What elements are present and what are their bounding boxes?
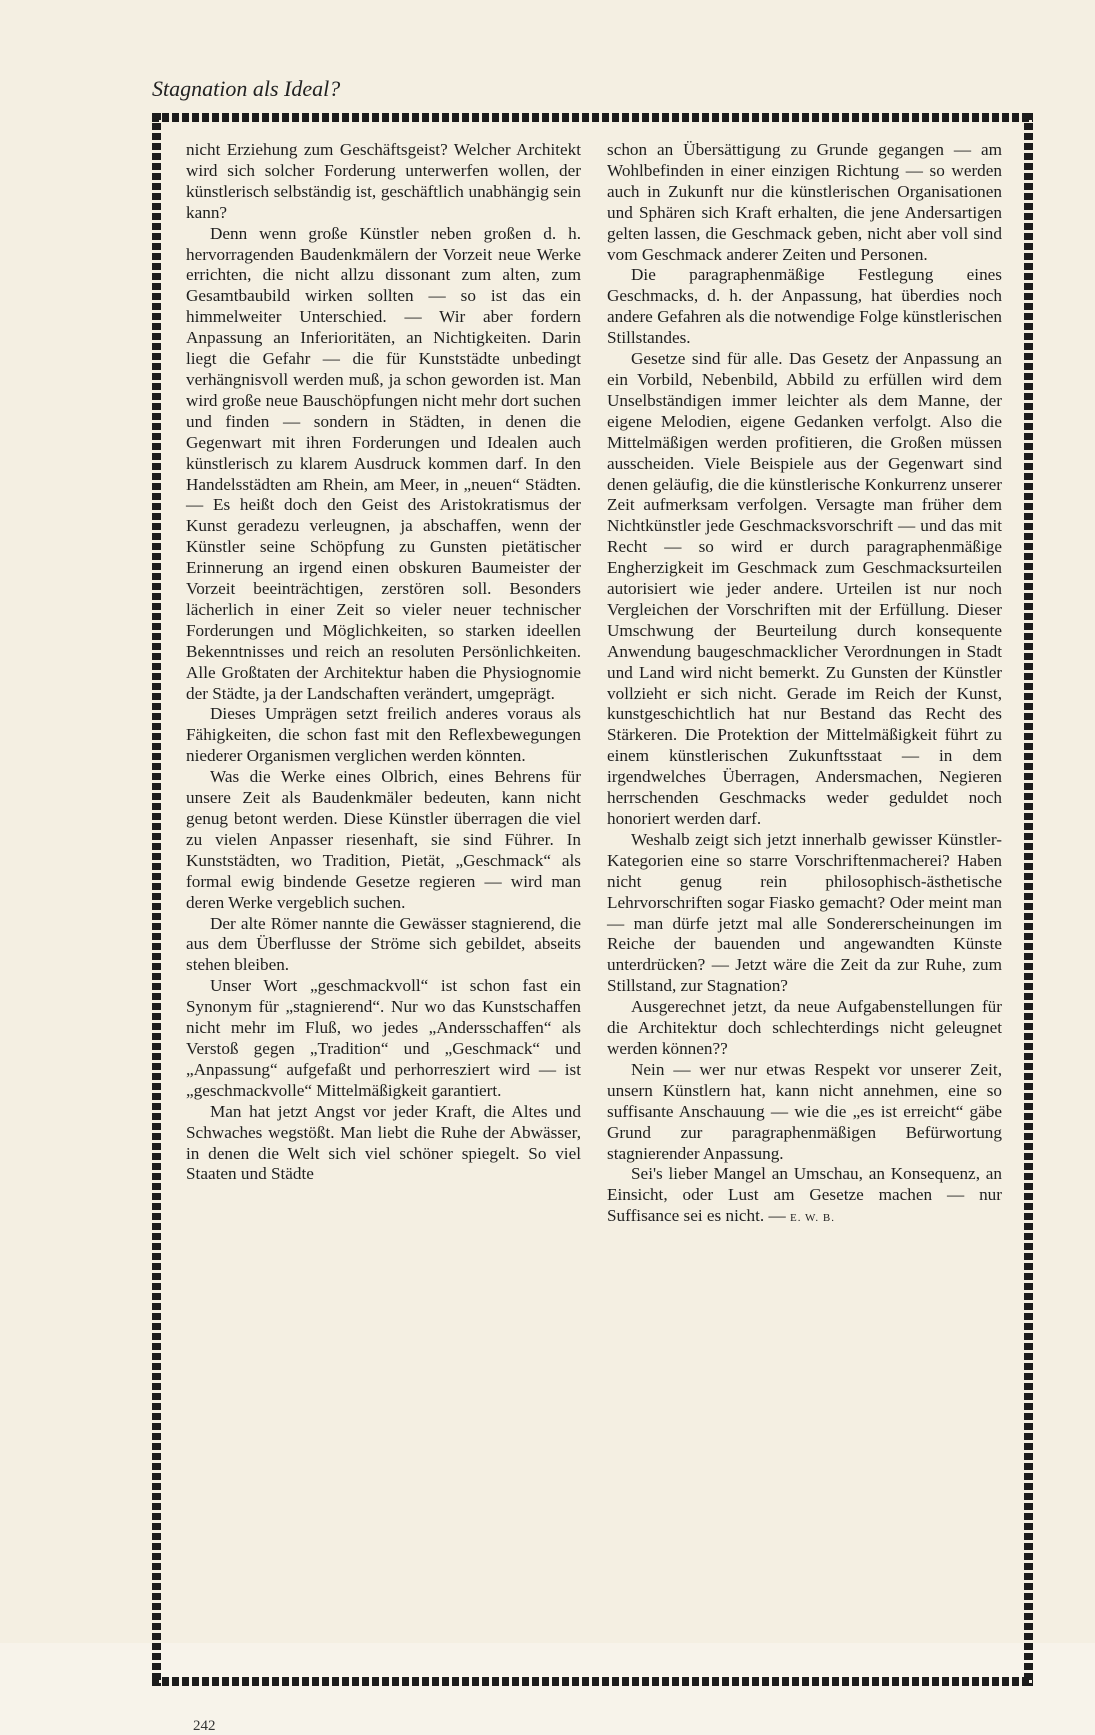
- paragraph: Gesetze sind für alle. Das Gesetz der Anpassung an ein Vorbild, Nebenbild, Abbild zu erfüllen wird dem Unselbständigen immer leichter als dem Manne, der eigene Melodien, eigene Gedanken verfolgt. Also die Mittelmäßigen werden profitieren, die Großen müssen ausscheiden. Viele Beispiele aus der Gegenwart sind denen geläufig, die die künstlerische Konkurrenz unserer Zeit aufmerksam verfolgen. Versagte man früher dem Nichtkünstler jede Geschmacksvorschrift — und das mit Recht — so wird er durch paragraphenmäßige Engherzigkeit im Geschmack zum Geschmacksurteilen autorisiert wie jeder andere. Urteilen ist nur noch Vergleichen der Vorschriften mit der Erfüllung. Dieser Umschwung der Beurteilung durch konsequente Anwendung baugeschmacklicher Verordnungen in Stadt und Land wird nicht bemerkt. Zu Gunsten der Künstler vollzieht er sich nicht. Gerade im Reich der Kunst, kunstgeschichtlich hat nur Bestand das Recht des Stärkeren. Die Protektion der Mittelmäßigkeit führt zu einem künstlerischen Zukunftsstaat — in dem irgendwelches Überragen, Andersmachen, Negieren herrschenden Geschmacks weder geduldet noch honoriert werden darf.: [607, 349, 1002, 828]
- paragraph: Weshalb zeigt sich jetzt innerhalb gewisser Künstler-Kategorien eine so starre Vorschriftenmacherei? Haben nicht genug rein philosophisch-ästhetische Lehrvorschriften sogar Fiasko gemacht? Oder meint man — man dürfe jetzt mal alle Sondererscheinungen im Reiche der bauenden und angewandten Künste unterdrücken? — Jetzt wäre die Zeit da zur Ruhe, zum Stillstand, zur Stagnation?: [607, 829, 1002, 996]
- page-number: 242: [193, 1718, 216, 1734]
- text-column-right: [607, 140, 1002, 1229]
- running-title: Stagnation als Ideal?: [152, 76, 341, 101]
- author-signature: E. W. B.: [789, 1212, 835, 1225]
- decorative-border-top: [152, 113, 1033, 122]
- text-column-left: [186, 140, 581, 1185]
- paragraph: Die paragraphenmäßige Festlegung eines Geschmacks, d. h. der Anpassung, hat überdies noch andere Gefahren als die notwendige Folge künstlerischen Stillstandes.: [607, 265, 1002, 348]
- paragraph: Was die Werke eines Olbrich, eines Behrens für unsere Zeit als Baudenkmäler bedeuten, kann nicht genug betont werden. Diese Künstler überragen die viel zu vielen Anpasser riesenhaft, sie sind Führer. In Kunststädten, wo Tradition, Pietät, „Geschmack“ als formal ewig bindende Gesetze regieren — wird man deren Werke vergeblich suchen.: [186, 767, 581, 912]
- decorative-border-right: [1024, 113, 1033, 1686]
- closing-text: Sei's lieber Mangel an Umschau, an Konsequenz, an Einsicht, oder Lust am Gesetze machen — nur Suffisance sei es nicht. —: [607, 1164, 1002, 1226]
- paragraph: Dieses Umprägen setzt freilich anderes voraus als Fähigkeiten, die schon fast mit den Reflexbewegungen niederer Organismen verglichen werden könnten.: [186, 704, 581, 766]
- paragraph: Der alte Römer nannte die Gewässer stagnierend, die aus dem Überflusse der Ströme sich gebildet, abseits stehen bleiben.: [186, 913, 581, 975]
- closing-paragraph: [607, 1164, 1002, 1229]
- paragraph: Unser Wort „geschmackvoll“ ist schon fast ein Synonym für „stagnierend“. Nur wo das Kunstschaffen nicht mehr im Fluß, wo jedes „Andersschaffen“ als Verstoß gegen „Tradition“ und „Geschmack“ und „Anpassung“ aufgefaßt und perhorresziert wird — ist „geschmackvolle“ Mittelmäßigkeit garantiert.: [186, 976, 581, 1100]
- paragraph: Denn wenn große Künstler neben großen d. h. hervorragenden Baudenkmälern der Vorzeit neue Werke errichten, die nicht allzu dissonant zum alten, zum Gesamtbaubild wirken sollten — so ist das ein himmelweiter Unterschied. — Wir aber fordern Anpassung an Inferioritäten, an Nichtigkeiten. Darin liegt die Gefahr — die für Kunststädte unbedingt verhängnisvoll werden muß, ja schon geworden ist. Man wird große neue Bauschöpfungen nicht mehr dort suchen und finden — sondern in Städten, in denen die Gegenwart mit ihren Forderungen und Idealen auch künstlerisch zu klarem Ausdruck kommen darf. In den Handelsstädten am Rhein, am Meer, in „neuen“ Städten. — Es heißt doch den Geist des Aristokratismus der Kunst geradezu verleugnen, ja abschaffen, wenn der Künstler seine Schöpfung zu Gunsten pietätischer Erinnerung an irgend einen obskuren Baumeister der Vorzeit beeinträchtigen, zerstören soll. Besonders lächerlich in einer Zeit so vieler neuer technischer Forderungen und Möglichkeiten, so starken ideellen Bekenntnisses und reich an resoluten Persönlichkeiten. Alle Großtaten der Architektur haben die Physiognomie der Städte, ja der Landschaften verändert, umgeprägt.: [186, 223, 581, 703]
- decorative-border-left: [152, 113, 161, 1686]
- paragraph: Man hat jetzt Angst vor jeder Kraft, die Altes und Schwaches wegstößt. Man liebt die Ruhe der Abwässer, in denen die Welt sich viel schöner spiegelt. So viel Staaten und Städte: [186, 1101, 581, 1184]
- decorative-border-bottom: [152, 1677, 1033, 1686]
- paragraph: Nein — wer nur etwas Respekt vor unserer Zeit, unsern Künstlern hat, kann nicht annehmen, eine so suffisante Anschauung — wie die „es ist erreicht“ gäbe Grund zur paragraphenmäßigen Befürwortung stagnierender Anpassung.: [607, 1059, 1002, 1163]
- paragraph: Ausgerechnet jetzt, da neue Aufgabenstellungen für die Architektur doch schlechterdings nicht geleugnet werden können??: [607, 997, 1002, 1058]
- paragraph: nicht Erziehung zum Geschäftsgeist? Welcher Architekt wird sich solcher Forderung unterwerfen wollen, der künstlerisch selbständig ist, geschäftlich unabhängig sein kann?: [186, 140, 581, 222]
- paragraph: schon an Übersättigung zu Grunde gegangen — am Wohlbefinden in einer einzigen Richtung — so werden auch in Zukunft nur die künstlerischen Organisationen und Sphären sich Kraft erhalten, die jene Andersartigen gelten lassen, die Geschmack geben, nicht aber voll sind vom Geschmack anderer Zeiten und Personen.: [607, 140, 1002, 264]
